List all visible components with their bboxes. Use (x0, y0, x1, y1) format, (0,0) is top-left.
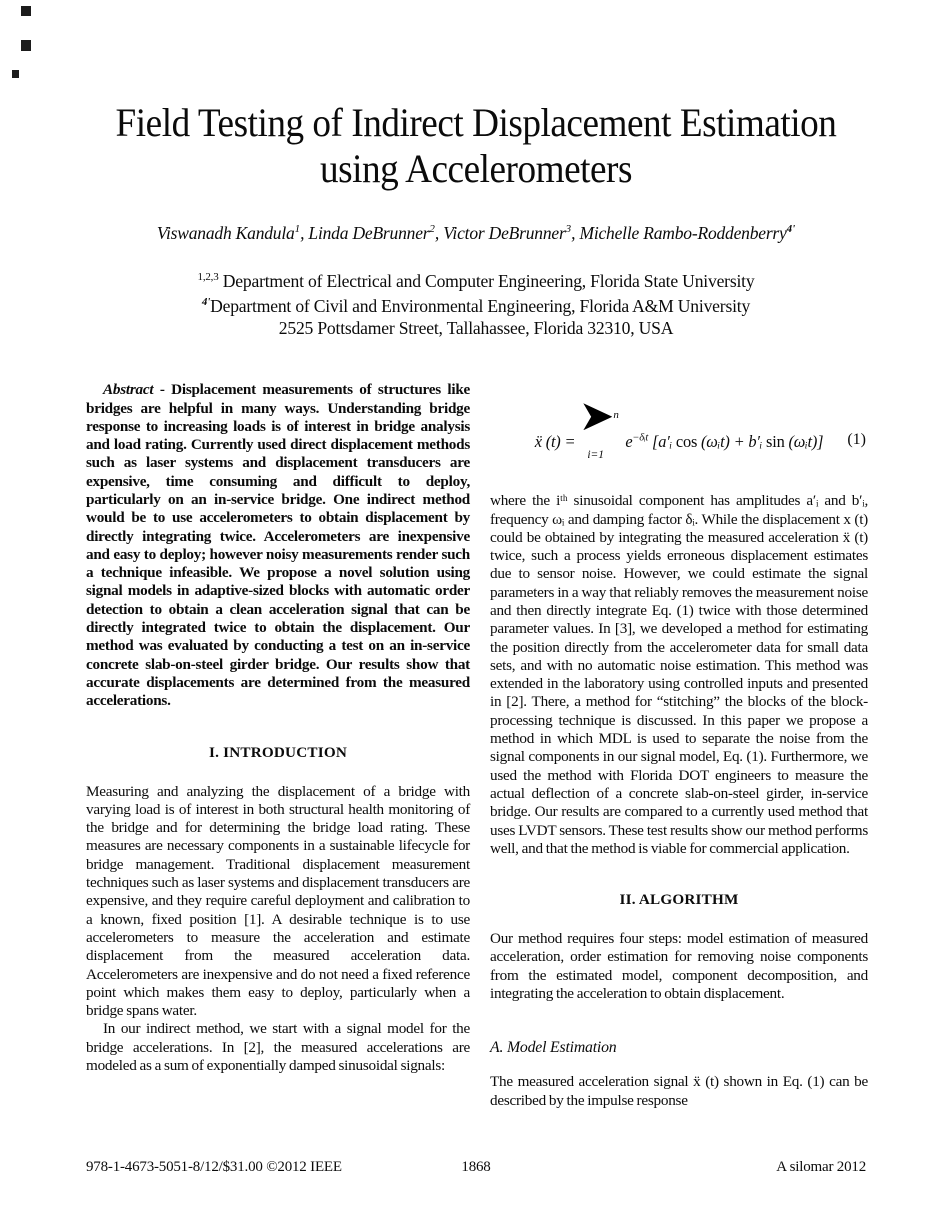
affiliation-line (0, 292, 952, 317)
author-name: Victor DeBrunner (443, 223, 566, 243)
equation-body: $e^{-\delta ᵢt}$ [a′ᵢ cos (ωᵢt) + b′ᵢ sin (ωᵢt)] (625, 432, 824, 452)
affiliation-text: 2525 Pottsdamer Street, Tallahassee, Florida 32310, USA (278, 317, 674, 338)
footer-conference: A silomar 2012 (776, 1159, 866, 1175)
title-line-2: using Accelerometers (320, 146, 632, 191)
affiliations-block (0, 267, 952, 339)
title-line-1: Field Testing of Indirect Displacement Estimation (115, 100, 837, 145)
author-name: Linda DeBrunner (308, 223, 430, 243)
intro-paragraph-1: Measuring and analyzing the displacement of a bridge with varying load is of interest in both structural health monitoring of the bridge and for determining the bridge load rating. These measures are necessary components in a sustainable lifecycle for bridge management. Traditional displacement measurement techniques such as laser systems and displacement transducers are expensive, and they require careful deployment and calibration to a known, fixed position [1]. A desirable technique is to use accelerometers to measure the acceleration and estimate displacement from the measured acceleration data. Accelerometers are inexpensive and do not need a fixed reference point which makes them easy to deploy, particularly when a bridge spans water. (86, 782, 470, 1020)
footer (0, 1159, 952, 1179)
author-name: Viswanadh Kandula (156, 223, 295, 243)
subsection-heading-model-estimation: A. Model Estimation (490, 1039, 617, 1057)
abstract-separator: - (153, 381, 172, 399)
summation-symbol (579, 409, 625, 462)
affiliation-line (0, 267, 952, 292)
author-superscript: 3 (565, 223, 572, 236)
summation-glyph-icon (583, 403, 612, 430)
equation-lhs: ẍ (t) = (534, 432, 576, 452)
author-superscript: 2 (429, 223, 435, 236)
affiliation-line (0, 318, 952, 340)
equation-number: (1) (847, 431, 866, 449)
algorithm-paragraph: Our method requires four steps: model estimation of measured acceleration, order estimation for removing noise components from the estimated model, component decomposition, and integrating the acceleration to obtain displacement. (490, 930, 868, 1003)
scan-artifact-icon (21, 40, 31, 51)
affiliation-text: Department of Electrical and Computer Engineering, Florida State University (218, 270, 755, 291)
footer-copyright: 978-1-4673-5051-8/12/$31.00 ©2012 IEEE (86, 1159, 342, 1175)
author-separator: , (300, 223, 309, 243)
abstract-label: Abstract (103, 381, 154, 399)
summation-upper-limit: n (613, 409, 619, 422)
author-superscript: 1 (294, 223, 301, 236)
author-separator: , (571, 223, 580, 243)
authors-line (0, 223, 952, 244)
equation-block (490, 381, 868, 492)
right-column (490, 381, 868, 1110)
author-superscript: 4' (786, 223, 796, 236)
scan-artifact-icon (12, 70, 19, 78)
two-column-body (86, 381, 868, 1110)
abstract-paragraph (86, 381, 470, 710)
affiliation-text: Department of Civil and Environmental Engineering, Florida A&M University (210, 296, 751, 317)
abstract-text: Displacement measurements of structures like bridges are helpful in many ways. Understanding bridge response to increasing loads is of interest in bridge analysis and load rating. Currently used direct displacement methods such as laser systems and displacement transducers are expensive, time consuming and difficult to deploy, particularly on an in-service bridge. One indirect method would be to use accelerometers to obtain displacement by directly integrating twice. Accelerometers are inexpensive and easy to deploy; however noisy measurements render such a technique infeasible. We propose a novel solution using signal models in adaptive-sized blocks with automatic order detection to obtain a clean acceleration signal that can be directly integrated twice to obtain the displacement. Our method was evaluated by conducting a test on an in-service concrete slab-on-steel girder bridge. Our results show that accurate displacements are determined from the measured accelerations. (86, 381, 471, 710)
author-name: Michelle Rambo-Roddenberry (579, 223, 787, 243)
model-estimation-paragraph: The measured acceleration signal ẍ (t) shown in Eq. (1) can be described by the impulse response (490, 1073, 868, 1109)
affiliation-superscript: 4' (201, 296, 211, 309)
equation-line (490, 409, 868, 462)
section-heading-algorithm: II. ALGORITHM (619, 891, 739, 909)
author-separator: , (434, 223, 444, 243)
paper-title (33, 100, 918, 192)
left-column (86, 381, 470, 1110)
paragraph-after-equation: where the iᵗʰ sinusoidal component has amplitudes a′ᵢ and b′ᵢ, frequency ωᵢ and damping factor δᵢ. While the displacement x (t) could be obtained by integrating the measured acceleration ẍ (t) twice, such a process yields erroneous displacement estimates due to sensor noise. However, we could estimate the signal parameters in a way that reliably removes the measurement noise and then directly integrate Eq. (1) twice with those determined parameter values. In [3], we developed a method for estimating the position directly from the accelerometer data for small data sets, and with no automatic noise estimation. This method was extended in the laboratory using controlled inputs and presented in [2]. There, a method for “stitching” the blocks of the block-processing technique is discussed. In this paper we propose a method in which MDL is used to separate the noise from the signal components in our signal model, Eq. (1). Furthermore, we used the method with Florida DOT engineers to measure the actual deflection of a concrete slab-on-steel girder, in-service bridge. Our results are compared to a currently used method that uses LVDT sensors. These test results show our method performs well, and that the method is viable for commercial application. (490, 492, 868, 857)
section-heading-introduction: I. INTRODUCTION (208, 743, 348, 761)
intro-paragraph-2: In our indirect method, we start with a signal model for the bridge accelerations. In [2], the measured accelerations are modeled as a sum of exponentially damped sinusoidal signals: (86, 1020, 470, 1075)
paper-header (0, 0, 952, 339)
summation-lower-limit: i=1 (587, 449, 605, 462)
affiliation-superscript: 1,2,3 (197, 271, 219, 283)
scan-artifact-icon (21, 6, 31, 16)
footer-page-number: 1868 (461, 1159, 491, 1175)
